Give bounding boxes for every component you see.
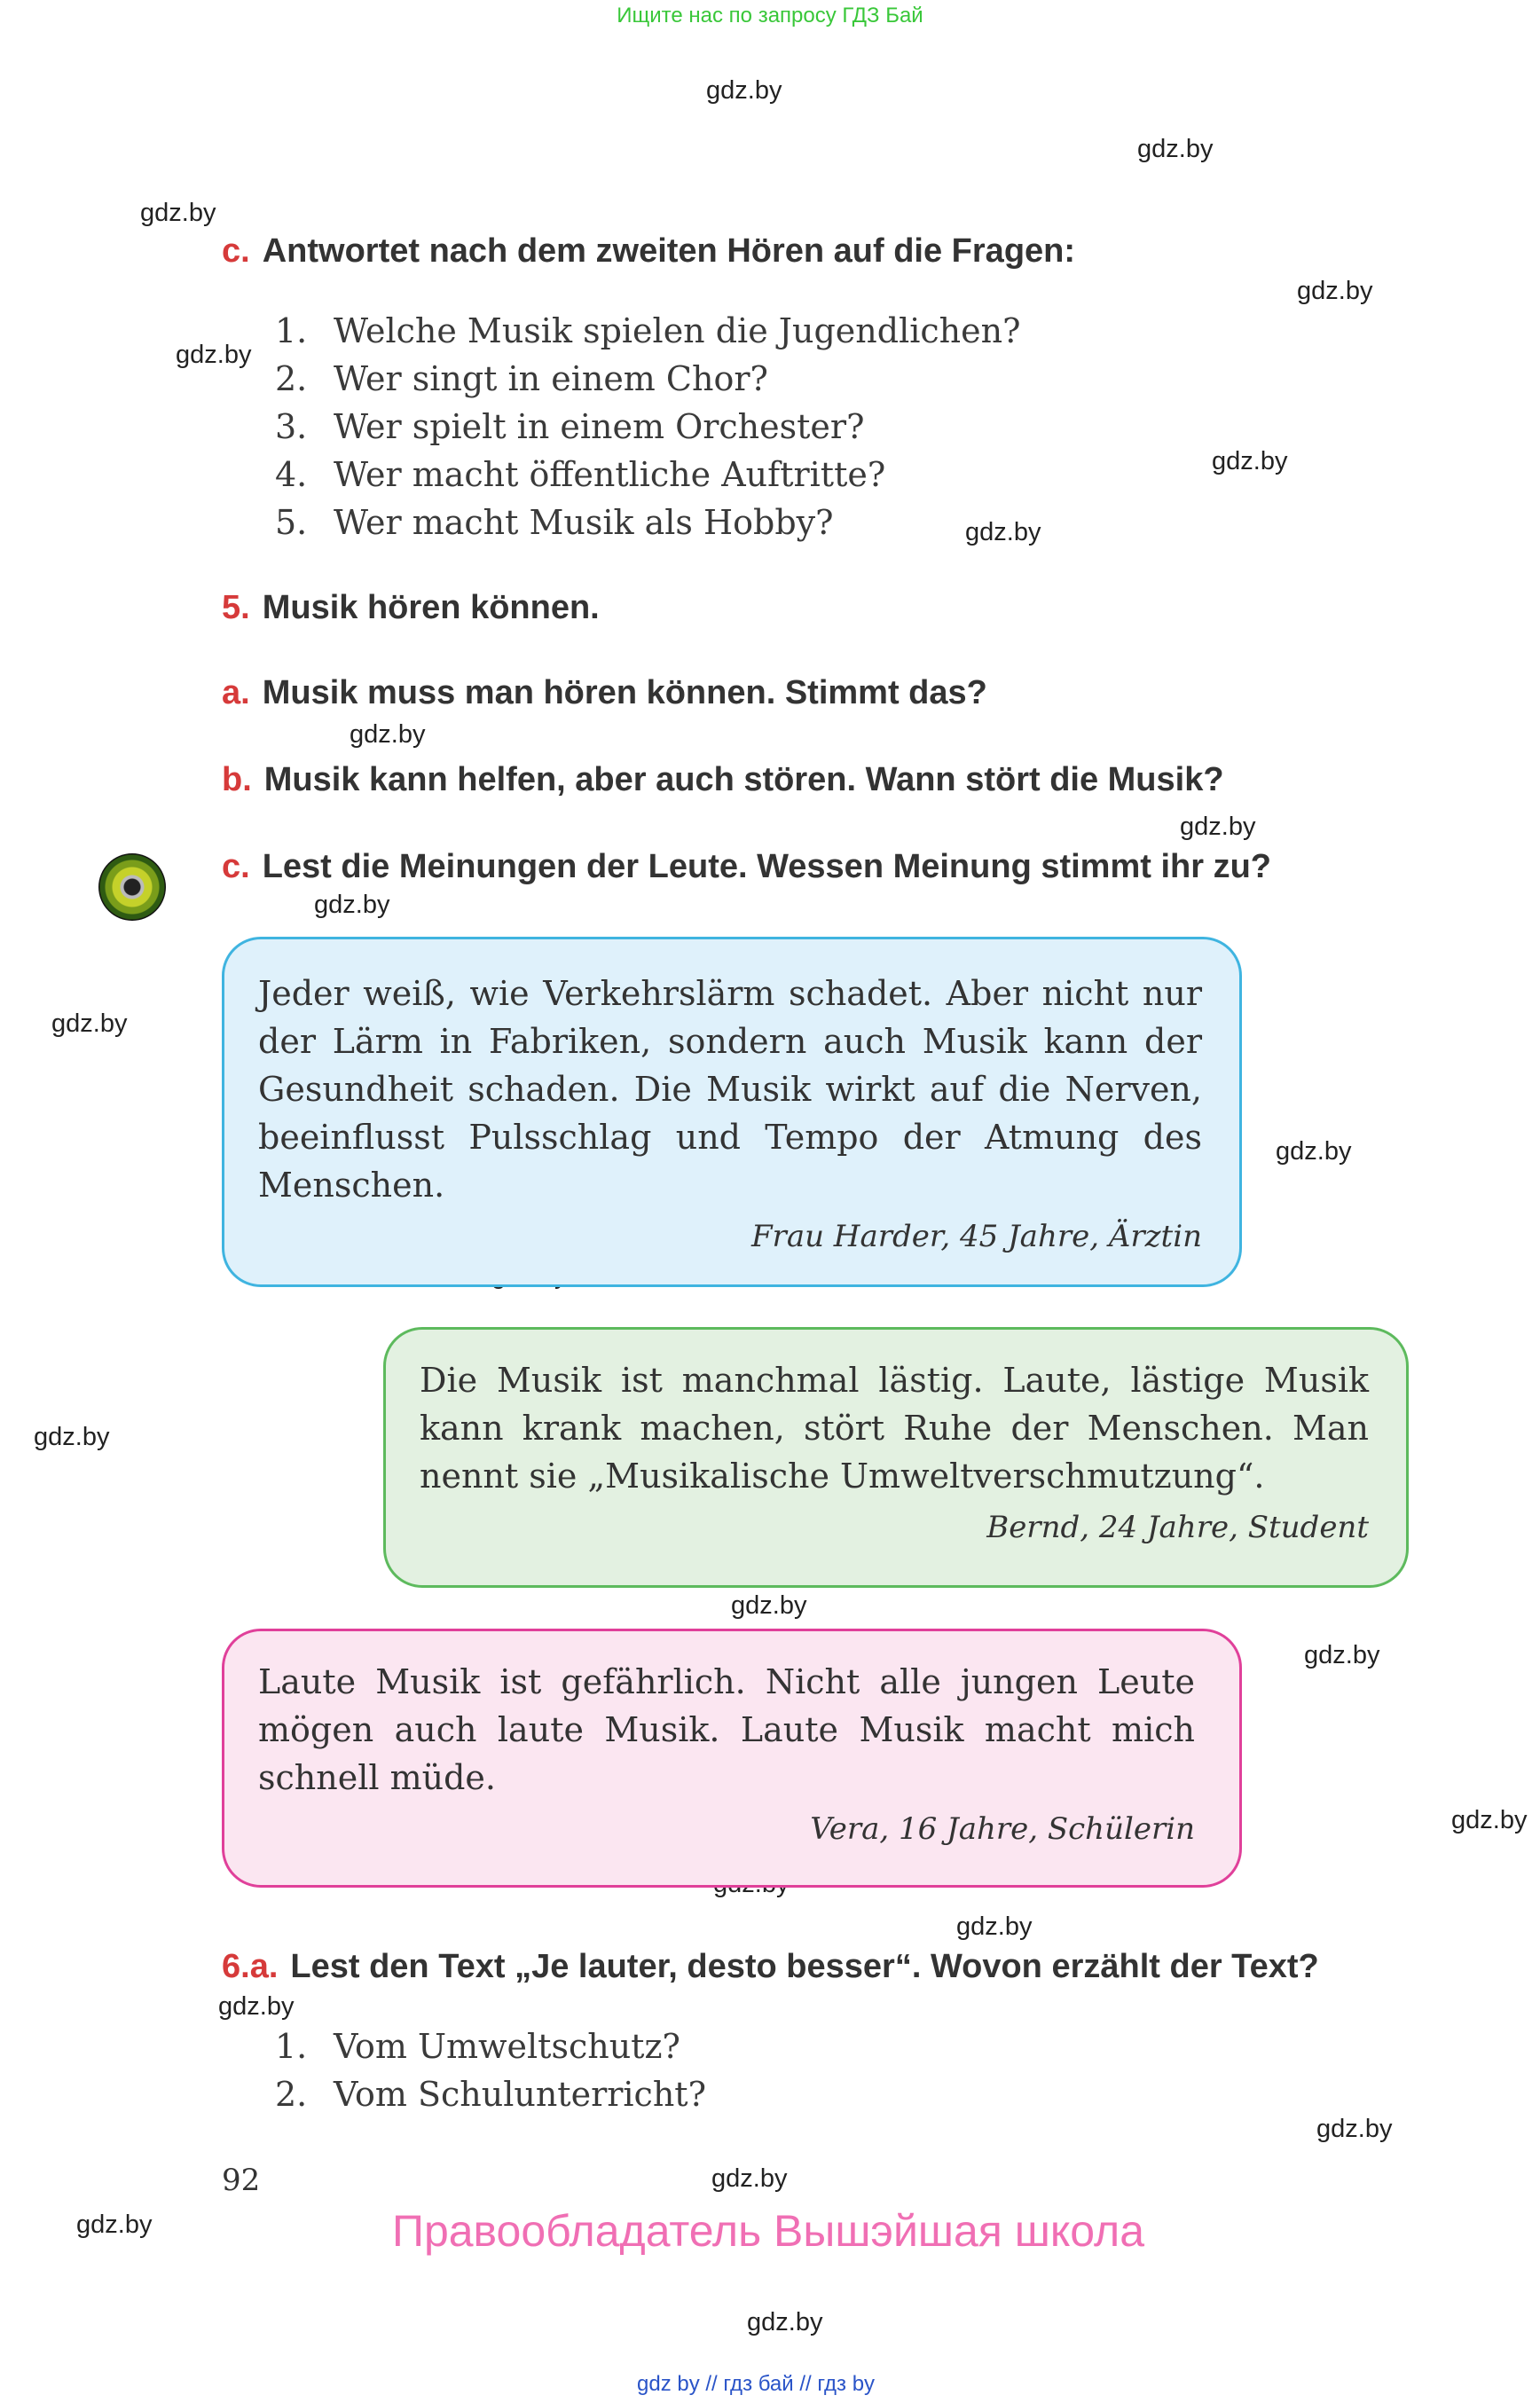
task-label: c. [222, 232, 250, 270]
task-5a-heading: a. Musik muss man hören können. Stimmt das? [222, 674, 987, 711]
list-item: 3. Wer spielt in einem Orchester? [275, 407, 865, 446]
list-item: 1. Welche Musik spielen die Jugendlichen? [275, 311, 1021, 350]
watermark: gdz.by [956, 1912, 1033, 1941]
task-5c-heading: c. Lest die Meinungen der Leute. Wessen Meinung stimmt ihr zu? [222, 848, 1272, 885]
list-item: 1. Vom Umweltschutz? [275, 2027, 680, 2066]
task-text: Antwortet nach dem zweiten Hören auf die Fragen: [262, 232, 1076, 270]
question-list [275, 307, 1021, 546]
copyright-holder: Правообладатель Вышэйшая школа [392, 2206, 1144, 2256]
task-4c-heading [222, 232, 1075, 271]
footer-links[interactable]: gdz by // гдз бай // гдз by [637, 2372, 876, 2396]
watermark: gdz.by [1212, 447, 1288, 475]
watermark: gdz.by [34, 1423, 110, 1451]
opinion-author: Bernd, 24 Jahre, Student [986, 1510, 1369, 1545]
opinion-bubble-harder [222, 937, 1242, 1287]
watermark: gdz.by [1297, 277, 1373, 305]
watermark: gdz.by [706, 76, 782, 105]
page-number: 92 [222, 2163, 261, 2198]
watermark: gdz.by [1137, 135, 1214, 163]
watermark: gdz.by [218, 1992, 295, 2021]
opinion-author: Vera, 16 Jahre, Schülerin [810, 1811, 1195, 1847]
opinion-text: Jeder weiß, wie Verkehrslärm schadet. Aber nicht nur der Lärm in Fabriken, sondern auch Musik kann der Gesundheit schaden. Die Musik wirkt auf die Nerven, beeinflusst Pulsschlag und Tempo der Atmung des Menschen. [258, 974, 1202, 1205]
top-search-note: Ищите нас по запросу ГДЗ Бай [617, 4, 923, 27]
watermark: gdz.by [1180, 813, 1256, 841]
watermark: gdz.by [1304, 1641, 1380, 1669]
watermark: gdz.by [140, 199, 216, 227]
watermark: gdz.by [1276, 1137, 1352, 1166]
list-item: 2. Wer singt in einem Chor? [275, 359, 768, 398]
watermark: gdz.by [965, 518, 1041, 546]
watermark: gdz.by [1451, 1806, 1528, 1834]
task-5-heading: 5. Musik hören können. [222, 589, 600, 626]
opinion-author: Frau Harder, 45 Jahre, Ärztin [750, 1219, 1202, 1254]
watermark: gdz.by [76, 2211, 153, 2239]
watermark: gdz.by [51, 1009, 128, 1038]
task-6a-heading: 6.a. Lest den Text „Je lauter, desto besser“. Wovon erzählt der Text? [222, 1948, 1319, 1985]
opinion-text: Die Musik ist manchmal lästig. Laute, lästige Musik kann krank machen, stört Ruhe der Menschen. Man nennt sie „Musikalische Umweltverschmutzung“. [420, 1361, 1369, 1496]
watermark: gdz.by [1316, 2115, 1393, 2143]
watermark: gdz.by [314, 891, 390, 919]
list-item: 2. Vom Schulunterricht? [275, 2075, 706, 2114]
question-list [275, 2022, 706, 2118]
opinion-bubble-vera [222, 1629, 1242, 1888]
watermark: gdz.by [350, 720, 426, 749]
watermark: gdz.by [711, 2164, 788, 2193]
list-item: 5. Wer macht Musik als Hobby? [275, 503, 834, 542]
opinion-bubble-bernd [383, 1327, 1409, 1588]
watermark: gdz.by [731, 1591, 807, 1620]
watermark: gdz.by [747, 2308, 823, 2336]
list-item: 4. Wer macht öffentliche Auftritte? [275, 455, 886, 494]
task-5b-heading: b. Musik kann helfen, aber auch stören. Wann stört die Musik? [222, 761, 1224, 798]
opinion-text: Laute Musik ist gefährlich. Nicht alle jungen Leute mögen auch laute Musik. Laute Musik macht mich schnell müde. [258, 1662, 1195, 1797]
audio-cd-icon [98, 853, 166, 921]
watermark: gdz.by [176, 341, 252, 369]
